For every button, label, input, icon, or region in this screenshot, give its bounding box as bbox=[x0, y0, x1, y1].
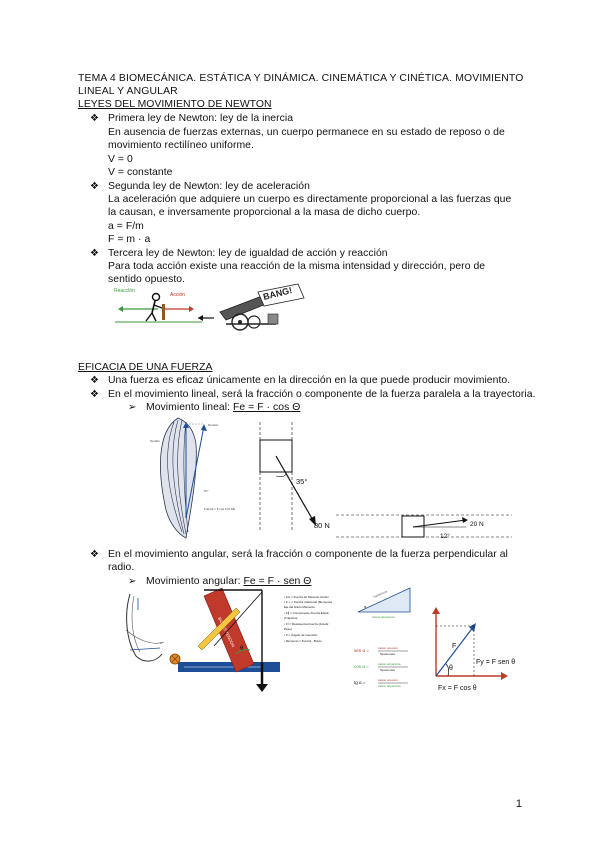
linear-motion-label: Movimiento lineal: bbox=[146, 402, 233, 413]
fx-label: Fx = F cos θ bbox=[438, 685, 477, 692]
svg-text:Fuerza = F cos θ (0.94): Fuerza = F cos θ (0.94) bbox=[204, 507, 236, 511]
svg-text:• Momento = Fuerza · Brazo: • Momento = Fuerza · Brazo bbox=[284, 639, 322, 643]
angular-motion-line bbox=[146, 575, 311, 588]
fy-label: Fy = F sen θ bbox=[476, 659, 516, 666]
angular-motion-label: Movimiento angular: bbox=[146, 576, 244, 587]
law1-title: Primera ley de Newton: ley de la inercia bbox=[108, 113, 294, 124]
angle-35-label: 35° bbox=[296, 477, 308, 486]
svg-text:hipotenusa: hipotenusa bbox=[372, 589, 388, 599]
law1-text: En ausencia de fuerzas externas, un cuerpo permanece en su estado de reposo o de movimiento rectilíneo uniforme. bbox=[108, 127, 505, 151]
forearm-lever-figure bbox=[178, 588, 280, 692]
svg-text:cateto opuesto: cateto opuesto bbox=[378, 678, 398, 682]
bullet-diamond-icon: ❖ bbox=[90, 375, 99, 386]
section-heading-eficacia: EFICACIA DE UNA FUERZA bbox=[78, 362, 213, 373]
arrow-bullet-icon: ➢ bbox=[128, 402, 137, 413]
eficacia-bullet-1: Una fuerza es eficaz únicamente en la dirección en la que puede producir movimiento. bbox=[108, 375, 511, 386]
angle-12-label: 12° bbox=[440, 533, 450, 540]
law3-title: Tercera ley de Newton: ley de igualdad de acción y reacción bbox=[108, 248, 388, 259]
svg-text:cateto adyacente: cateto adyacente bbox=[372, 615, 395, 619]
law3-text: Para toda acción existe una reacción de la misma intensidad y dirección, pero de sentido opuesto. bbox=[108, 261, 486, 285]
bullet-diamond-icon: ❖ bbox=[90, 113, 99, 124]
law1-eq2: V = constante bbox=[108, 167, 173, 178]
svg-text:• Fr = Resistencia Fuerza (Ant: • Fr = Resistencia Fuerza (Antebr. bbox=[284, 622, 330, 626]
trig-sen-label: sen α = bbox=[354, 648, 369, 653]
law2-eq1: a = F/m bbox=[108, 221, 144, 232]
muscle-linear-figure bbox=[138, 414, 238, 542]
box-force-figure bbox=[248, 418, 328, 534]
svg-text:(Tracción): (Tracción) bbox=[284, 616, 298, 620]
svg-text:• Fm = Fuerza de Músculo Acció: • Fm = Fuerza de Músculo Acción bbox=[284, 595, 329, 599]
linear-motion-line bbox=[146, 401, 300, 414]
elbow-joint-icon bbox=[168, 652, 182, 666]
arrow-bullet-icon: ➢ bbox=[128, 576, 137, 587]
section-heading-newton: LEYES DEL MOVIMIENTO DE NEWTON bbox=[78, 99, 272, 110]
force-legend-block bbox=[282, 592, 348, 654]
vector-decomposition-figure bbox=[420, 604, 516, 696]
law2-eq2: F = m · a bbox=[108, 234, 151, 245]
svg-text:• F∥ = Componente Fuerza Estab: • F∥ = Componente Fuerza Estab. bbox=[284, 611, 330, 615]
svg-text:cateto opuesto: cateto opuesto bbox=[378, 646, 398, 650]
svg-text:cateto adyacente: cateto adyacente bbox=[378, 662, 401, 666]
law2-text: La aceleración que adquiere un cuerpo es directamente proporcional a las fuerzas que la causan, e inversamente proporcional a la masa de dicho cuerpo. bbox=[108, 194, 512, 218]
trig-identities-figure bbox=[352, 586, 416, 692]
force-80n-label: 80 N bbox=[314, 521, 330, 530]
svg-text:hipotenusa: hipotenusa bbox=[380, 652, 395, 656]
law2-title: Segunda ley de Newton: ley de aceleración bbox=[108, 181, 310, 192]
svg-text:Eje del brazo Momento: Eje del brazo Momento bbox=[284, 605, 315, 609]
bullet-diamond-icon: ❖ bbox=[90, 248, 99, 259]
trig-cos-label: cos α = bbox=[354, 664, 369, 669]
theta-label: θ bbox=[449, 665, 453, 672]
svg-text:hipotenusa: hipotenusa bbox=[380, 668, 395, 672]
svg-text:cateto adyacente: cateto adyacente bbox=[378, 684, 401, 688]
force-f-label: F bbox=[452, 643, 457, 650]
bullet-diamond-icon: ❖ bbox=[90, 549, 99, 560]
bang-label: BANG! bbox=[262, 285, 294, 302]
law1-eq1: V = 0 bbox=[108, 154, 133, 165]
svg-text:θ: θ bbox=[240, 646, 244, 652]
box-horizontal-figure bbox=[336, 502, 512, 542]
svg-text:Tensión: Tensión bbox=[208, 423, 219, 427]
linear-motion-formula: Fe = F · cos Θ bbox=[233, 402, 301, 413]
svg-text:Peso): Peso) bbox=[284, 627, 292, 631]
svg-text:α: α bbox=[364, 604, 367, 609]
bullet-diamond-icon: ❖ bbox=[90, 389, 99, 400]
page-title: TEMA 4 BIOMECÁNICA. ESTÁTICA Y DINÁMICA. CINEMÁTICA Y CINÉTICA. MOVIMIENTO LINEAL Y ANGULAR bbox=[78, 73, 524, 97]
bullet-diamond-icon: ❖ bbox=[90, 181, 99, 192]
eficacia-bullet-3: En el movimiento angular, será la fracción o componente de la fuerza perpendicular al radio. bbox=[108, 549, 508, 573]
svg-text:α: α bbox=[160, 641, 162, 645]
eficacia-bullet-2: En el movimiento lineal, será la fracción o componente de la fuerza paralela a la trayectoria. bbox=[108, 389, 536, 400]
action-label: Acción bbox=[170, 292, 186, 298]
svg-text:• F⊥ = Fuerza rotacional (Mome: • F⊥ = Fuerza rotacional (Momento) bbox=[284, 600, 333, 604]
force-20n-label: 20 N bbox=[470, 521, 484, 528]
page-number: 1 bbox=[515, 798, 522, 810]
arm-sketch-figure bbox=[116, 590, 176, 680]
angular-motion-formula: Fe = F · sen Θ bbox=[243, 576, 312, 587]
svg-text:θ=°: θ=° bbox=[204, 489, 209, 493]
svg-text:Tendón: Tendón bbox=[150, 439, 160, 443]
trig-tg-label: tg α = bbox=[354, 680, 366, 685]
cannon-figure bbox=[198, 284, 318, 334]
svg-text:• θ = Ángulo de inserción: • θ = Ángulo de inserción bbox=[284, 633, 318, 637]
reaction-label: Reacción bbox=[114, 288, 135, 294]
